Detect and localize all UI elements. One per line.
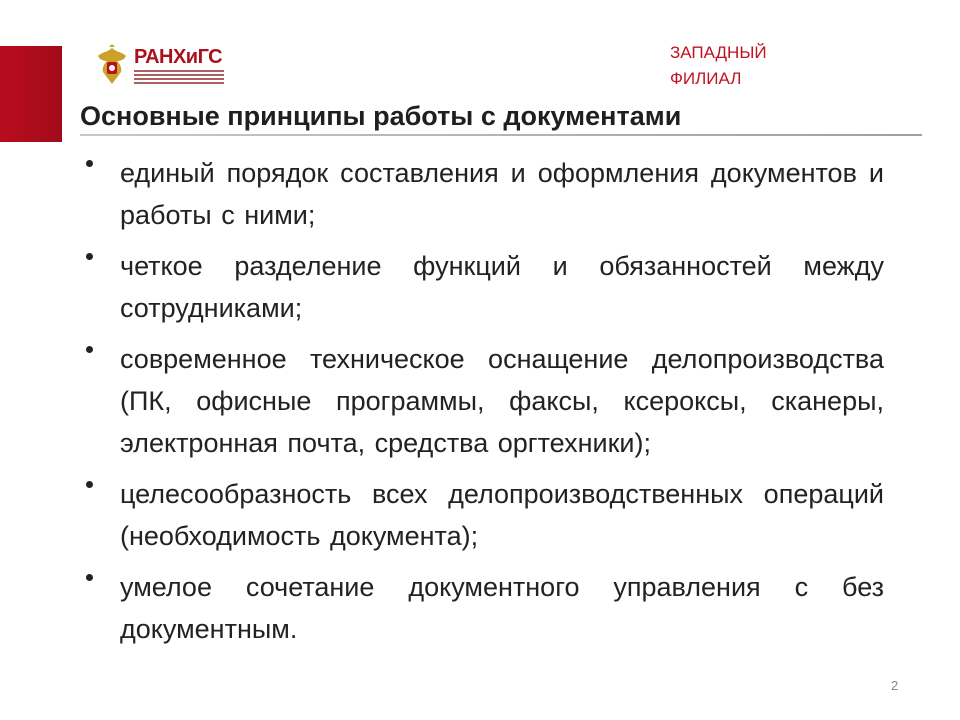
bullet-text: целесообразность всех делопроизводственных операций (необходимость документа); [120, 479, 884, 551]
list-item [84, 152, 884, 236]
eagle-emblem-icon [94, 44, 130, 88]
branch-label-line2: ФИЛИАЛ [670, 69, 742, 88]
ranepa-logo [94, 44, 234, 92]
bullet-text: единый порядок составления и оформления документов и работы с ними; [120, 158, 884, 230]
bullet-text: современное техническое оснащение делопроизводства (ПК, офисные программы, факсы, ксероксы, сканеры, электронная почта, средства оргтехники); [120, 344, 884, 458]
red-accent-bar [0, 46, 62, 142]
branch-label [670, 40, 767, 92]
bullet-icon [86, 481, 93, 488]
principles-list [84, 152, 884, 659]
logo-name-text: РАНХиГС [134, 46, 223, 68]
page-number: 2 [891, 678, 899, 693]
bullet-icon [86, 346, 93, 353]
slide-title: Основные принципы работы с документами [80, 101, 682, 131]
list-item [84, 338, 884, 464]
title-divider [80, 134, 922, 136]
branch-label-line1: ЗАПАДНЫЙ [670, 43, 767, 62]
bullet-text: умелое сочетание документного управления с без документным. [120, 572, 884, 644]
bullet-text: четкое разделение функций и обязанностей между сотрудниками; [120, 251, 884, 323]
bullet-icon [86, 160, 93, 167]
list-item [84, 473, 884, 557]
bullet-icon [86, 574, 93, 581]
logo-subtitle-lines [134, 70, 224, 86]
list-item [84, 566, 884, 650]
bullet-icon [86, 253, 93, 260]
list-item [84, 245, 884, 329]
